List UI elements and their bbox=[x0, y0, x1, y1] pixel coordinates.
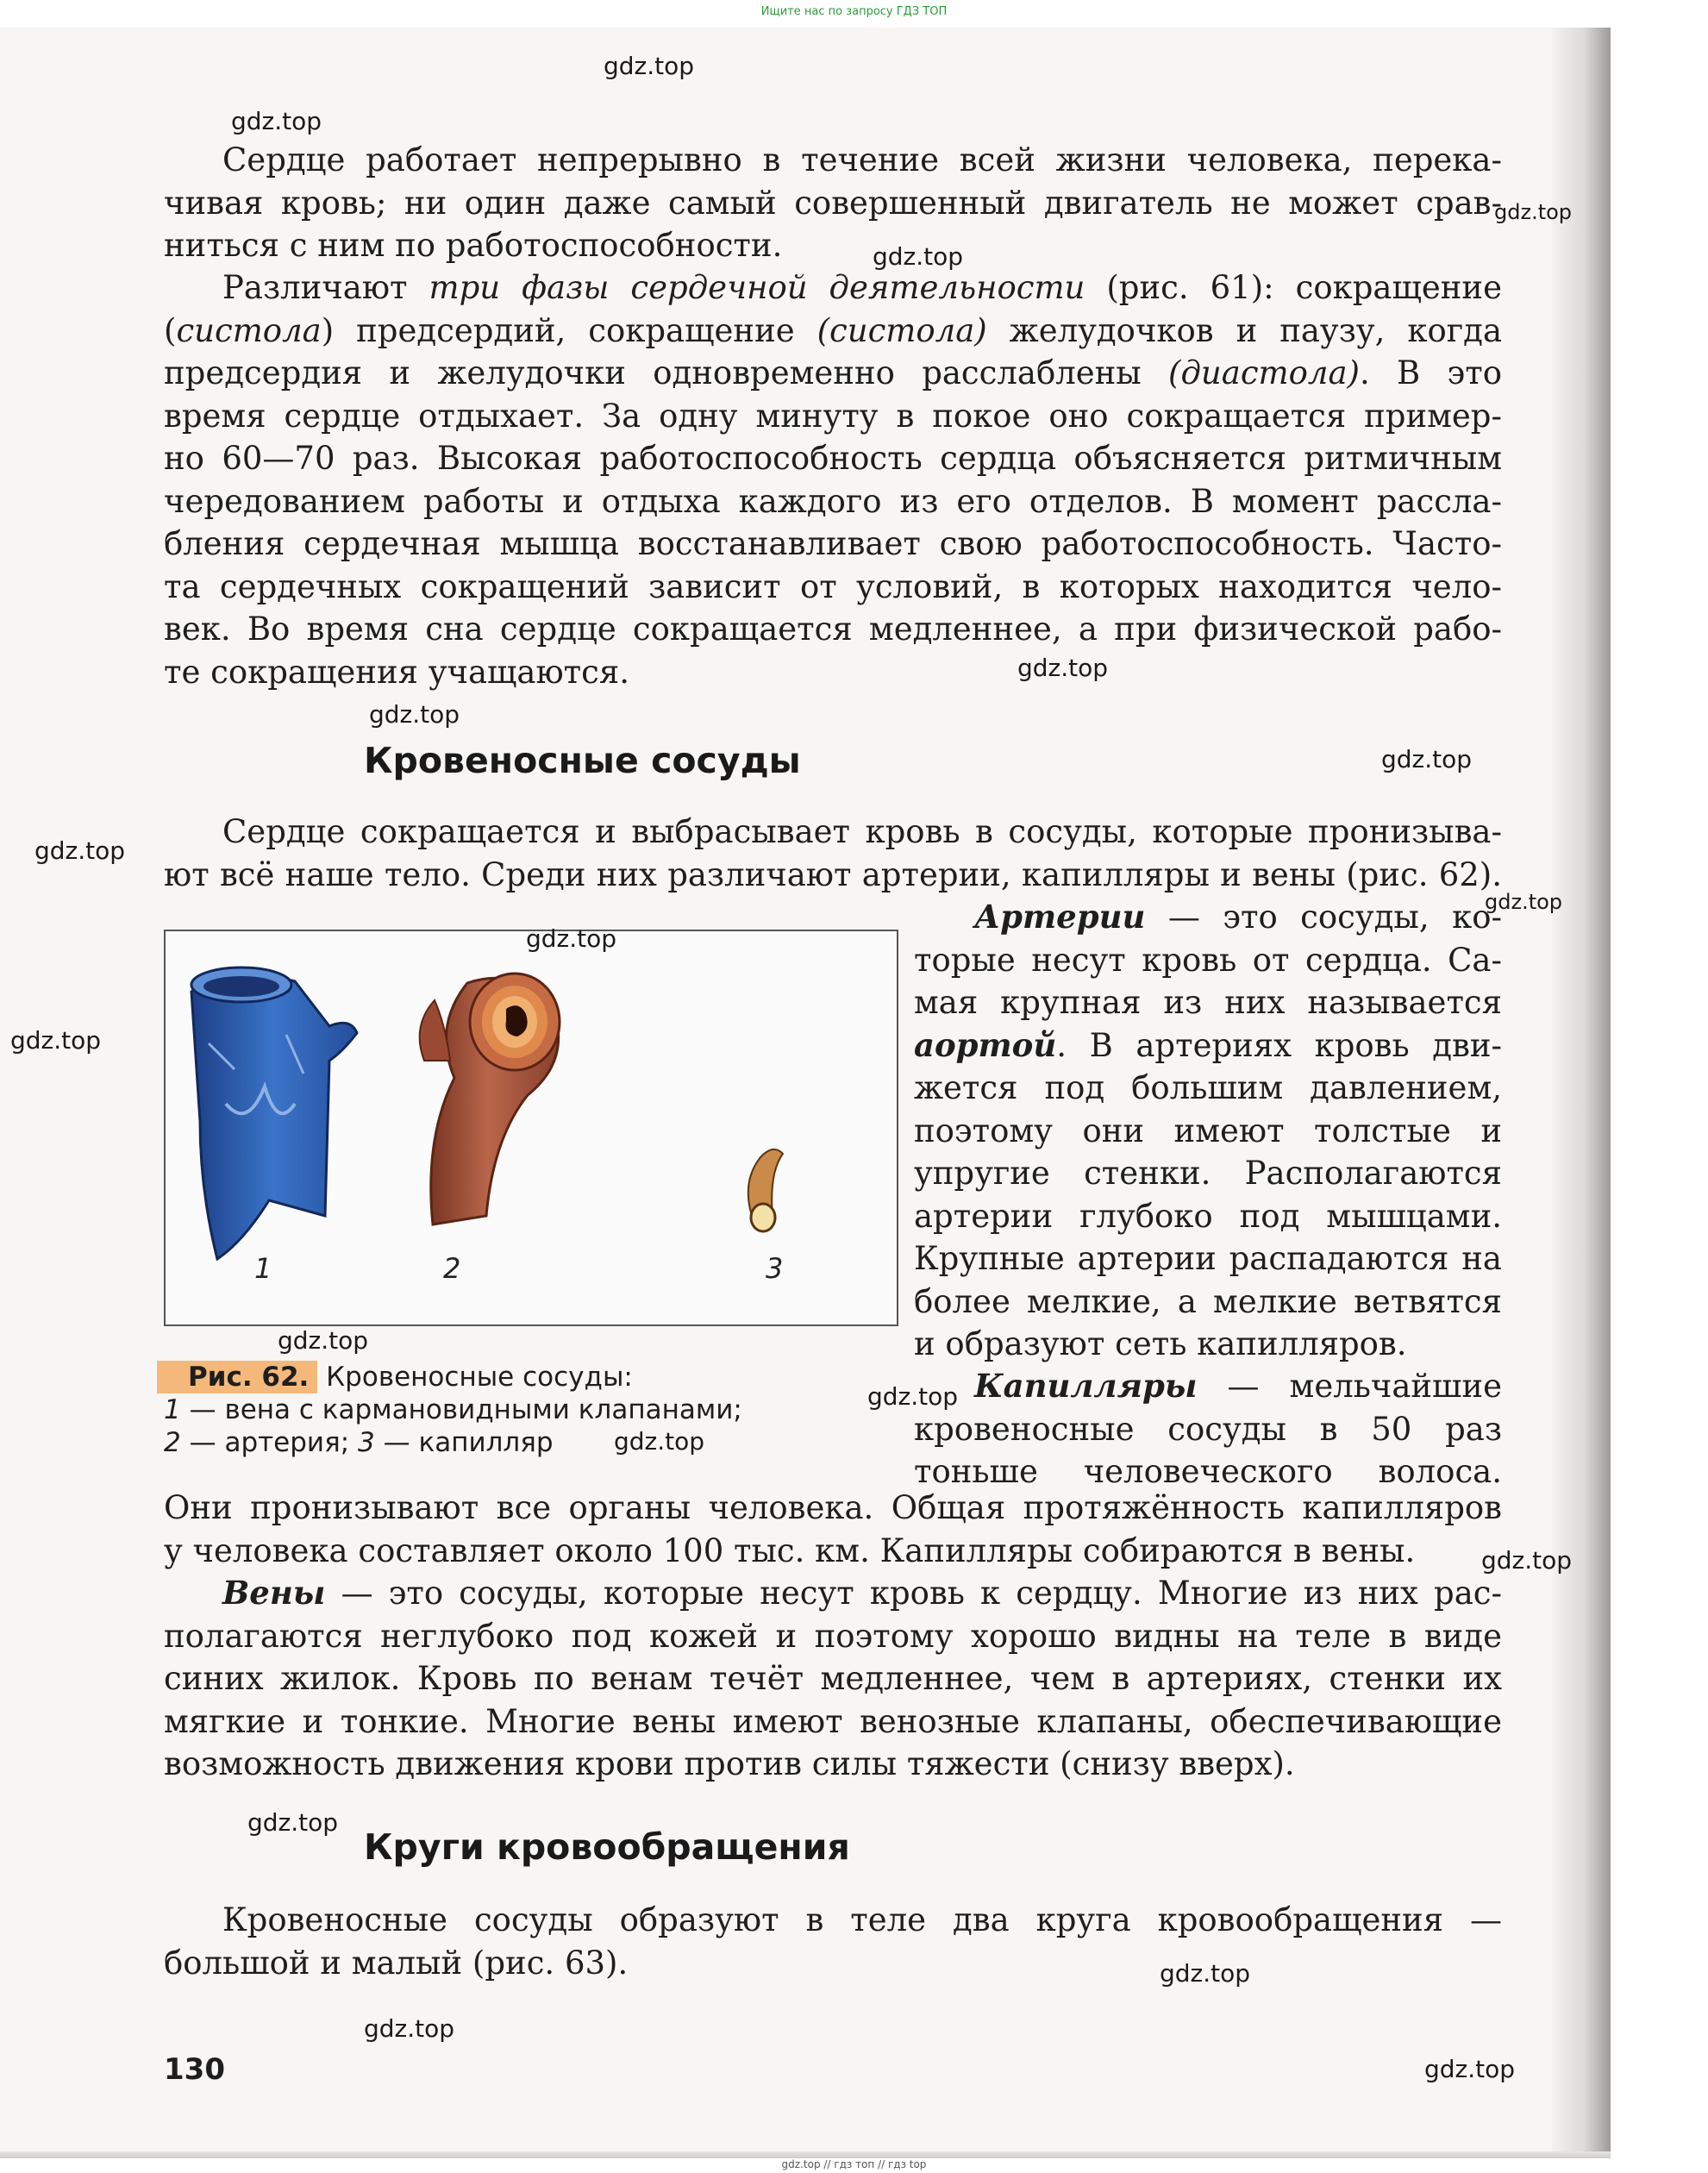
paragraph-capillaries-cont bbox=[164, 1487, 1502, 1572]
watermark: gdz.top bbox=[34, 836, 126, 865]
text-line: синих жилок. Кровь по венам течёт медленнее, чем в артериях, стенки их bbox=[164, 1660, 1502, 1697]
text-line: полагаются неглубоко под кожей и поэтому хорошо видны на теле в виде bbox=[164, 1617, 1502, 1655]
text-line: Артерии — это сосуды, ко- bbox=[974, 898, 1502, 936]
text-line: но 60—70 раз. Высокая работоспособность сердца объясняется ритмичным bbox=[164, 440, 1502, 477]
text-line: Вены — это сосуды, которые несут кровь к сердцу. Многие из них рас- bbox=[222, 1574, 1502, 1612]
paragraph-circulation bbox=[164, 1899, 1502, 1984]
watermark: gdz.top bbox=[1485, 890, 1563, 914]
text-line: возможность движения крови против силы тяжести (снизу вверх). bbox=[164, 1745, 1295, 1782]
section-heading-blood-vessels: Кровеносные сосуды bbox=[364, 740, 801, 781]
text-line: век. Во время сна сердце сокращается медленнее, а при физической рабо- bbox=[164, 611, 1502, 648]
text-line: чередованием работы и отдыха каждого из его отделов. В момент рассла- bbox=[164, 482, 1502, 520]
artery-drawing bbox=[420, 974, 560, 1224]
text-line: та сердечных сокращений зависит от условий, в которых находится чело- bbox=[164, 567, 1502, 605]
text-line: кровеносные сосуды в 50 раз bbox=[914, 1410, 1502, 1448]
text-line: и образуют сеть капилляров. bbox=[914, 1325, 1407, 1362]
text-line: артерии глубоко под мышцами. bbox=[914, 1197, 1502, 1235]
text-line: аортой. В артериях кровь дви- bbox=[914, 1025, 1502, 1064]
watermark: gdz.top bbox=[10, 1026, 102, 1055]
watermark: gdz.top bbox=[1494, 200, 1573, 224]
page-edge-shadow bbox=[1552, 28, 1611, 2157]
figure-62-blood-vessels bbox=[164, 930, 898, 1326]
page-bottom-edge bbox=[0, 2151, 1611, 2158]
paragraph-veins bbox=[164, 1572, 1502, 1786]
text-line: Они пронизывают все органы человека. Общая протяжённость капилляров bbox=[164, 1489, 1502, 1526]
section-heading-circulation: Круги кровообращения bbox=[364, 1826, 850, 1868]
watermark: gdz.top bbox=[1017, 654, 1109, 682]
text-line: Кровеносные сосуды образуют в теле два круга кровообращения — bbox=[222, 1901, 1502, 1938]
text-line: мягкие и тонкие. Многие вены имеют венозные клапаны, обеспечивающие bbox=[164, 1702, 1502, 1740]
figure-label-vein: 1 bbox=[254, 1252, 272, 1285]
text-line: торые несут кровь от сердца. Са- bbox=[914, 941, 1502, 979]
text-line: у человека составляет около 100 тыс. км. Капилляры собираются в вены. bbox=[164, 1531, 1416, 1569]
paragraph-arteries bbox=[914, 896, 1502, 1366]
text-line: более мелкие, а мелкие ветвятся bbox=[914, 1282, 1502, 1320]
paragraph-heart-work bbox=[164, 139, 1502, 267]
text-line: те сокращения учащаются. bbox=[164, 653, 629, 691]
text-line: тоньше человеческого волоса. bbox=[914, 1453, 1502, 1490]
caption-line: 2 — артерия; 3 — капилляр bbox=[164, 1427, 554, 1458]
caption-line: 1 — вена с кармановидными клапанами; bbox=[164, 1394, 742, 1425]
watermark: gdz.top bbox=[1481, 1546, 1573, 1575]
watermark: gdz.top bbox=[1424, 2055, 1516, 2083]
vessels-illustration bbox=[166, 931, 897, 1324]
top-note: Ищите нас по запросу ГДЗ ТОП bbox=[760, 5, 948, 18]
watermark: gdz.top bbox=[873, 242, 964, 271]
figure-label-artery: 2 bbox=[443, 1252, 461, 1285]
figure-label-capillary: 3 bbox=[766, 1252, 784, 1285]
watermark: gdz.top bbox=[278, 1326, 369, 1355]
text-line: поэтому они имеют толстые и bbox=[914, 1112, 1502, 1149]
text-line: чивая кровь; ни один даже самый совершенный двигатель не может срав- bbox=[164, 184, 1502, 222]
text-line: большой и малый (рис. 63). bbox=[164, 1944, 629, 1982]
text-line: (систола) предсердий, сокращение (систола) желудочков и паузу, когда bbox=[164, 311, 1502, 349]
watermark: gdz.top bbox=[369, 700, 460, 729]
paragraph-vessels-intro bbox=[164, 811, 1502, 896]
text-line: мая крупная из них называется bbox=[914, 984, 1502, 1021]
figure-tag: Рис. 62. bbox=[157, 1361, 317, 1393]
watermark: gdz.top bbox=[614, 1427, 705, 1456]
text-line: Сердце сокращается и выбрасывает кровь в сосуды, которые пронизыва- bbox=[222, 813, 1502, 850]
watermark: gdz.top bbox=[526, 924, 617, 953]
text-line: упругие стенки. Располагаются bbox=[914, 1155, 1502, 1192]
watermark: gdz.top bbox=[1381, 745, 1473, 773]
watermark: gdz.top bbox=[247, 1808, 339, 1837]
text-line: Капилляры — мельчайшие bbox=[974, 1367, 1502, 1405]
watermark: gdz.top bbox=[867, 1382, 959, 1411]
caption-line: Рис. 62. Кровеносные сосуды: bbox=[164, 1361, 742, 1393]
paragraph-heart-phases bbox=[164, 266, 1502, 693]
watermark: gdz.top bbox=[231, 107, 322, 135]
watermark: gdz.top bbox=[1160, 1959, 1251, 1988]
text-line: Крупные артерии распадаются на bbox=[914, 1240, 1502, 1277]
text-line: Сердце работает непрерывно в течение всей жизни человека, перека- bbox=[222, 141, 1502, 178]
watermark: gdz.top bbox=[364, 2014, 455, 2043]
paragraph-capillaries bbox=[914, 1365, 1502, 1494]
text-line: Различают три фазы сердечной деятельности (рис. 61): сокращение bbox=[222, 269, 1502, 306]
vein-drawing bbox=[191, 968, 357, 1259]
text-line: время сердце отдыхает. За одну минуту в покое оно сокращается пример- bbox=[164, 397, 1502, 435]
text-line: бления сердечная мышца восстанавливает свою работоспособность. Часто- bbox=[164, 525, 1502, 562]
bottom-note: gdz.top // гдз топ // гдз top bbox=[781, 2158, 927, 2170]
capillary-drawing bbox=[748, 1149, 783, 1231]
text-line: ниться с ним по работоспособности. bbox=[164, 227, 783, 264]
page-number: 130 bbox=[164, 2052, 225, 2087]
text-line: предсердия и желудочки одновременно расслаблены (диастола). В это bbox=[164, 354, 1502, 391]
text-line: жется под большим давлением, bbox=[914, 1069, 1502, 1106]
watermark: gdz.top bbox=[604, 52, 695, 80]
text-line: ют всё наше тело. Среди них различают артерии, капилляры и вены (рис. 62). bbox=[164, 855, 1502, 893]
